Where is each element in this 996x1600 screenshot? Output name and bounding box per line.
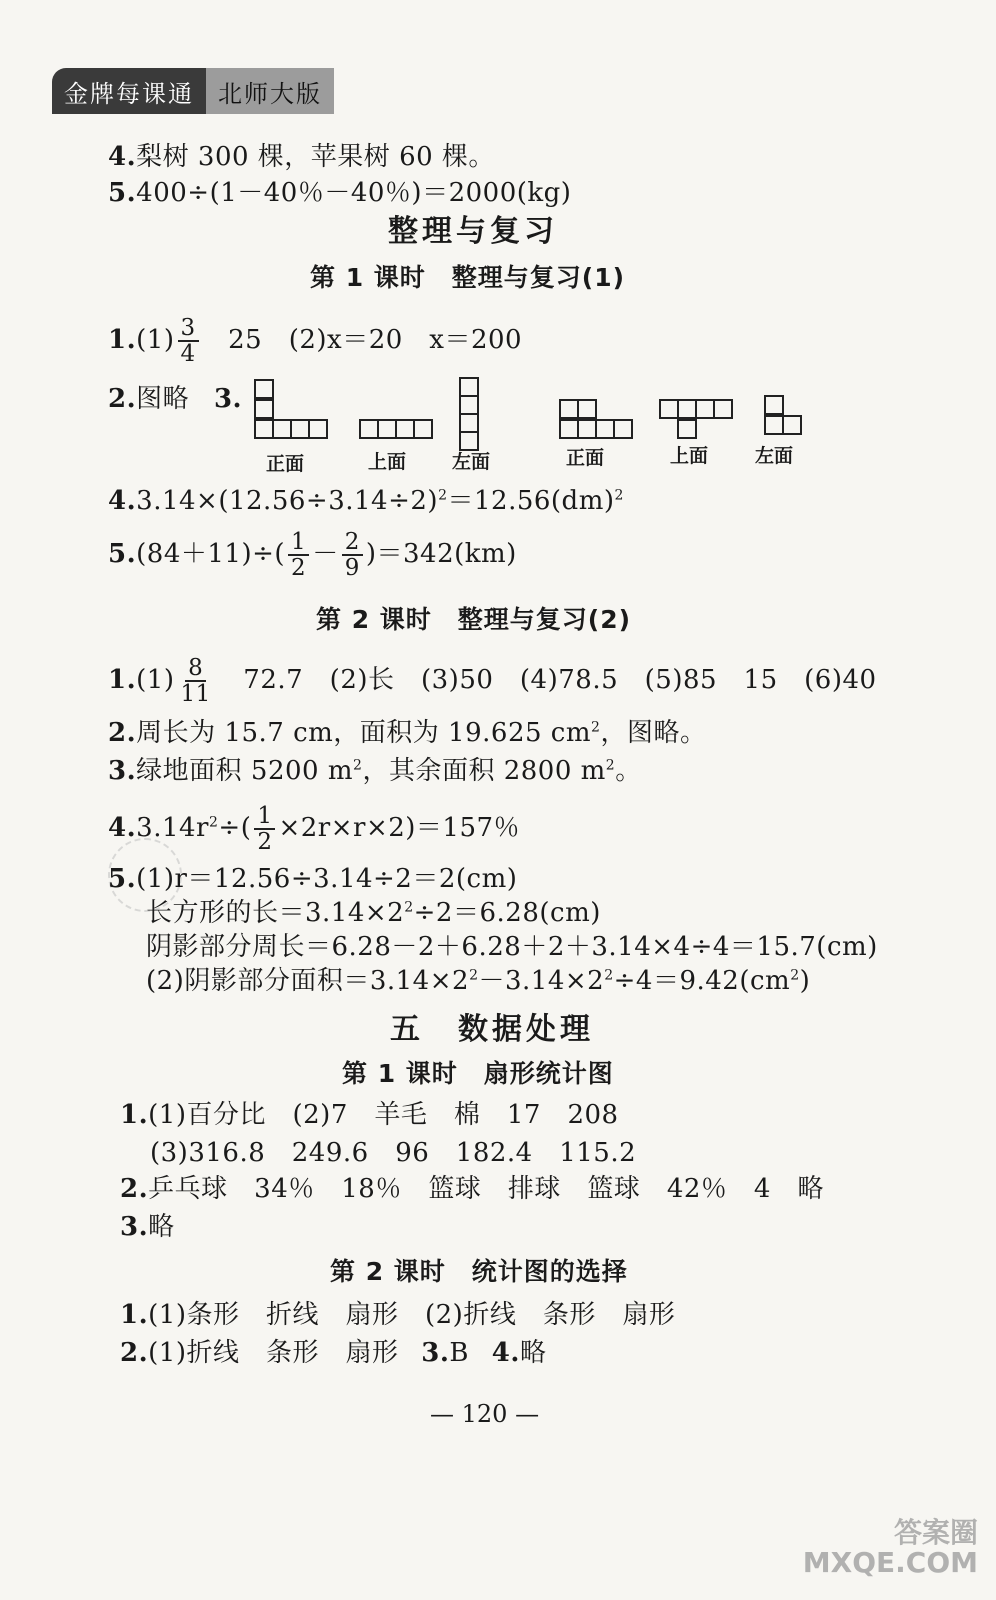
view-label: 左面 [452, 451, 491, 473]
view-label: 上面 [670, 445, 709, 467]
d1-q2: 2.乒乓球 34％ 18％ 篮球 排球 篮球 42％ 4 略 [120, 1174, 824, 1204]
l2-q5-line4: (2)阴影部分面积$=3.14\times 2^2-3.14\times 2^2\div 4=9.42(cm^2)$ [146, 966, 811, 996]
d1-q1-line1: 1.(1)百分比 (2)7 羊毛 棉 17 208 [120, 1100, 619, 1130]
watermark-line2: MXQE.COM [802, 1546, 978, 1579]
edition-label: 北师大版 [206, 68, 334, 114]
lesson-title: 第 1 课时 扇形统计图 [342, 1059, 614, 1088]
answer-5: 5.400÷(1－40％－40％)＝2000(kg) [108, 178, 572, 208]
lesson-title: 第 2 课时 整理与复习(2) [316, 605, 632, 634]
l2-q2: 2.周长为 15.7 cm，面积为 19.625 $cm^2$，图略。 [108, 718, 707, 748]
l2-q5-line1: 5.(1)r＝12.56÷3.14÷2＝2(cm) [108, 864, 518, 894]
d1-q1-line2: (3)316.8 249.6 96 182.4 115.2 [150, 1138, 637, 1168]
l2-q5-line2: 长方形的长$=3.14\times 2^2\div 2=6.28(cm)$ [146, 898, 601, 928]
three-views-figure [250, 375, 820, 475]
l2-q4: $4.3.14r^2\div$( $\frac{1}{2}$ ×2r×r×2)＝157％ [108, 803, 521, 855]
l1-q1: 1.(1) $\frac{3}{4}$ 25 (2)x＝20 x＝200 [108, 315, 523, 367]
d1-q3: 3.略 [120, 1212, 175, 1242]
lesson-title: 第 1 课时 整理与复习(1) [310, 263, 626, 292]
watermark [803, 1518, 978, 1578]
chapter-title-data: 五 数据处理 [390, 1012, 594, 1047]
l1-q4: $4.3.14\times(12.56\div 3.14\div 2)^2=12.56(dm)^2$ [108, 486, 624, 516]
l2-q1: 1.(1) $\frac{8}{11}$ 72.7 (2)长 (3)50 (4)78.5 (5)85 15 (6)40 [108, 655, 877, 707]
brand-label: 金牌每课通 [52, 68, 206, 114]
lesson-title: 第 2 课时 统计图的选择 [330, 1257, 628, 1286]
d2-q2: 2.(1)折线 条形 扇形 3.B 4.略 [120, 1338, 547, 1368]
l2-q3: 3.绿地面积 5200 $m^2$，其余面积 2800 $m^2$。 [108, 756, 642, 786]
chapter-title-review: 整理与复习 [388, 214, 558, 249]
answer-4: 4.梨树 300 棵，苹果树 60 棵。 [108, 142, 495, 172]
d2-q1: 1.(1)条形 折线 扇形 (2)折线 条形 扇形 [120, 1300, 676, 1330]
page-number: — 120 — [430, 1400, 540, 1428]
view-label: 正面 [266, 453, 305, 475]
view-label: 正面 [566, 447, 605, 469]
view-label: 上面 [368, 451, 407, 473]
view-label: 左面 [755, 445, 794, 467]
l1-q5: 5.(84＋11)÷( $\frac{1}{2}$ － $\frac{2}{9}$ )＝342(km) [108, 529, 517, 581]
l1-q2: 2.图略 3. [108, 384, 243, 414]
l2-q5-line3: 阴影部分周长＝6.28－2＋6.28＋2＋3.14×4÷4＝15.7(cm) [146, 932, 878, 962]
book-header [52, 68, 334, 114]
watermark-line1: 答案圈 [893, 1516, 978, 1549]
